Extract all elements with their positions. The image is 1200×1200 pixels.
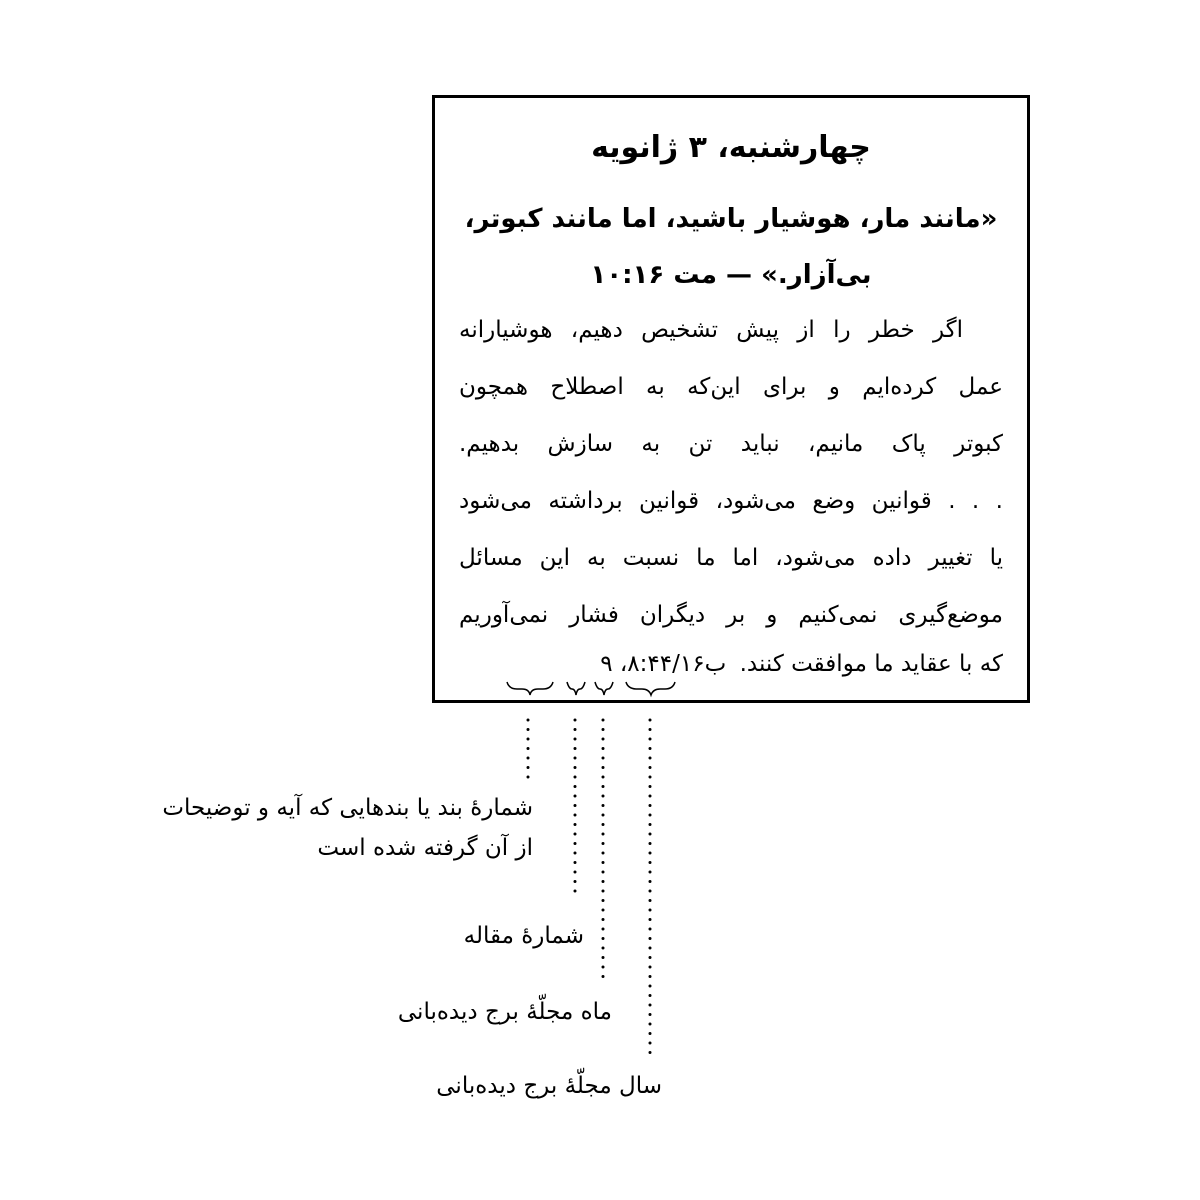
comment-line-7 <box>459 646 1003 682</box>
daily-text-box <box>432 95 1030 703</box>
theme-verse <box>455 191 1007 303</box>
reference-month: ۴ <box>659 651 673 677</box>
reference-year: ب۱۶ <box>679 651 727 677</box>
paragraphs-callout-line-2: از آن گرفته شده است <box>317 835 533 861</box>
watchtower-reference <box>600 646 726 682</box>
comment-line-1: اگر خطر را از پیش تشخیص دهیم، هوشیارانه <box>459 317 963 343</box>
theme-verse-line-2: بی‌آزار.» — مت ۱۰:۱۶ <box>590 260 872 290</box>
theme-verse-line-1: «مانند مار، هوشیار باشید، اما مانند کبوتر، <box>464 204 998 234</box>
reference-paragraphs: ۸، ۹ <box>600 651 640 677</box>
reference-separator-1: / <box>672 651 680 677</box>
month-callout-label: ماه مجلّهٔ برج دیده‌بانی <box>397 999 612 1025</box>
comment-line-7-text: که با عقاید ما موافقت کنند. <box>739 651 1003 677</box>
reference-article: ۴: <box>639 651 660 677</box>
comment-line-3: کبوتر پاک مانیم، نباید تن به سازش بدهیم. <box>459 431 1003 457</box>
comment-line-4: . . . قوانین وضع می‌شود، قوانین برداشته می‌شود <box>459 488 1003 514</box>
year-callout-label: سال مجلّهٔ برج دیده‌بانی <box>436 1073 662 1099</box>
paragraphs-callout-label <box>162 788 533 868</box>
paragraphs-callout-line-1: شمارهٔ بند یا بندهایی که آیه و توضیحات <box>162 795 533 821</box>
comment-line-5: یا تغییر داده می‌شود، اما ما نسبت به این مسائل <box>459 545 1003 571</box>
article-callout-label: شمارهٔ مقاله <box>463 923 584 949</box>
date-heading: چهارشنبه، ۳ ژانویه <box>591 130 871 165</box>
comment-line-6: موضع‌گیری نمی‌کنیم و بر دیگران فشار نمی‌آوریم <box>459 602 1003 628</box>
comment-line-2: عمل کرده‌ایم و برای این‌که به اصطلاح همچون <box>459 374 1003 400</box>
